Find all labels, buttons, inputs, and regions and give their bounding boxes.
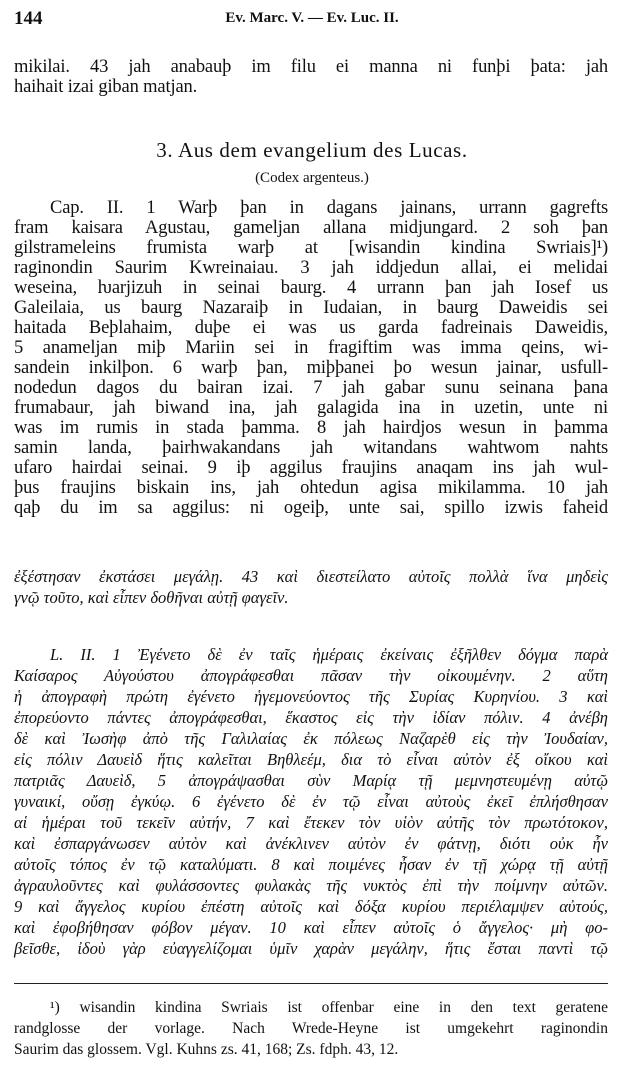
text-line: γυναικί, οὔσῃ ἐγκύῳ. 6 ἐγένετο δὲ ἐν τῷ εἶναι αὐτοὺς ἐκεῖ ἐπλήσθησαν xyxy=(14,792,608,811)
section-subtitle: (Codex argenteus.) xyxy=(255,170,369,186)
text-line: þus fraujins biskain ins, jah ohtedun agisa mikilamma. 10 jah xyxy=(14,478,608,498)
text-line: γνῷ τοῦτο, καὶ εἶπεν δοθῆναι αὐτῇ φαγεῖν. xyxy=(14,588,289,607)
text-line: Cap. II. 1 Warþ þan in dagans jainans, urrann gagrefts xyxy=(50,198,608,218)
text-line: ufaro hairdai seinai. 9 iþ aggilus fraujins anaqam ins jah wul- xyxy=(14,458,608,478)
text-line: haihait izai giban matjan. xyxy=(14,77,198,97)
text-line: mikilai. 43 jah anabauþ im filu ei manna ni funþi þata: jah xyxy=(14,57,608,77)
text-line: βεῖσθε, ἰδοὺ γὰρ εὐαγγελίζομαι ὑμῖν χαρὰν μεγάλην, ἥτις ἔσται παντὶ τῷ xyxy=(14,939,608,958)
text-line: sandein inkilþon. 6 warþ þan, miþþanei þo wesun jainar, usfull- xyxy=(14,358,608,378)
text-line: raginondin Saurim Kwreinaiau. 3 jah iddjedun allai, ei melidai xyxy=(14,258,608,278)
text-line: Galeilaia, us baurg Nazaraiþ in Iudaian, in baurg Daweidis sei xyxy=(14,298,608,318)
section-title: 3. Aus dem evangelium des Lucas. xyxy=(156,138,468,162)
top-gothic-text xyxy=(14,57,608,97)
text-line: ¹) wisandin kindina Swriais ist offenbar eine in den text geratene xyxy=(50,999,608,1016)
text-line: εἰς πόλιν Δαυεὶδ ἥτις καλεῖται Βηθλεέμ, δια τὸ εἶναι αὐτὸν ἐξ οἴκου καὶ xyxy=(14,750,608,769)
text-line: καὶ ἐσπαργάνωσεν αὐτὸν καὶ ἀνέκλινεν αὐτὸν ἐν φάτνῃ, διότι οὐκ ἦν xyxy=(14,834,608,853)
text-line: ἀγραυλοῦντες καὶ φυλάσσοντες φυλακὰς τῆς νυκτὸς ἐπὶ τὴν ποίμνην αὐτῶν. xyxy=(14,876,608,895)
text-line: 5 anameljan miþ Mariin sei in fragiftim was imma qeins, wi- xyxy=(14,338,608,358)
page-number: 144 xyxy=(14,8,43,29)
text-line: nodedun dagos du bairan izai. 7 jah gabar sunu seinana þana xyxy=(14,378,608,398)
text-line: haitada Beþlahaim, duþe ei was us garda fadreinais Daweidis, xyxy=(14,318,608,338)
text-line: fram kaisara Agustau, gameljan allana midjungard. 2 soh þan xyxy=(14,218,608,238)
greek-text-top xyxy=(14,566,608,608)
gothic-text xyxy=(14,198,608,518)
text-line: ἐξέστησαν ἐκστάσει μεγάλῃ. 43 καὶ διεστείλατο αὐτοῖς πολλὰ ἵνα μηδεὶς xyxy=(14,567,608,586)
text-line: καὶ ἐφοβήθησαν φόβον μέγαν. 10 καὶ εἶπεν αὐτοῖς ὁ ἄγγελος· μὴ φο- xyxy=(14,918,608,937)
text-line: L. II. 1 Ἐγένετο δὲ ἐν ταῖς ἡμέραις ἐκείναις ἐξῆλθεν δόγμα παρὰ xyxy=(50,645,608,664)
footnote xyxy=(14,997,608,1060)
greek-text xyxy=(14,644,608,959)
text-line: weseina, ƕarjizuh in seinai baurg. 4 urrann þan jah Iosef us xyxy=(14,278,608,298)
footnote-rule xyxy=(14,983,608,984)
text-line: ἡ ἀπογραφὴ πρώτη ἐγένετο ἡγεμονεύοντος τῆς Συρίας Κυρηνίου. 3 καὶ xyxy=(14,687,608,706)
text-line: randglosse der vorlage. Nach Wrede-Heyne ist umgekehrt raginondin xyxy=(14,1020,608,1037)
text-line: Καίσαρος Αὐγούστου ἀπογράφεσθαι πᾶσαν τὴν οἰκουμένην. 2 αὕτη xyxy=(14,666,608,685)
running-title: Ev. Marc. V. — Ev. Luc. II. xyxy=(225,10,399,26)
text-line: samin landa, þairhwakandans jah witandans wahtwom nahts xyxy=(14,438,608,458)
text-line: 9 καὶ ἄγγελος κυρίου ἐπέστη αὐτοῖς καὶ δόξα κυρίου περιέλαμψεν αὐτούς, xyxy=(14,897,608,916)
text-line: was im rumis in stada þamma. 8 jah hairdjos wesun in þamma xyxy=(14,418,608,438)
text-line: αἱ ἡμέραι τοῦ τεκεῖν αὐτήν, 7 καὶ ἔτεκεν τὸν υἱὸν αὐτῆς τὸν πρωτότοκον, xyxy=(14,813,608,832)
text-line: qaþ du im sa aggilus: ni ogeiþ, unte sai, spillo izwis faheid xyxy=(14,498,608,518)
text-line: ἐπορεύοντο πάντες ἀπογράφεσθαι, ἕκαστος εἰς τὴν ἰδίαν πόλιν. 4 ἀνέβη xyxy=(14,708,608,727)
text-line: αὐτοῖς τόπος ἐν τῷ καταλύματι. 8 καὶ ποιμένες ἦσαν ἐν τῇ χώρᾳ τῇ αὐτῇ xyxy=(14,855,608,874)
text-line: frumabaur, jah biwand ina, jah galagida ina in uzetin, unte ni xyxy=(14,398,608,418)
text-line: δὲ καὶ Ἰωσὴφ ἀπὸ τῆς Γαλιλαίας ἐκ πόλεως Ναζαρὲθ εἰς τὴν Ἰουδαίαν, xyxy=(14,729,608,748)
text-line: Saurim das glossem. Vgl. Kuhns zs. 41, 168; Zs. fdph. 43, 12. xyxy=(14,1041,399,1058)
text-line: πατριᾶς Δαυεὶδ, 5 ἀπογράψασθαι σὺν Μαρίᾳ τῇ μεμνηστευμένῃ αὐτῷ xyxy=(14,771,608,790)
text-line: gilstrameleins frumista warþ at [wisandin kindina Swriais]¹) xyxy=(14,238,608,258)
